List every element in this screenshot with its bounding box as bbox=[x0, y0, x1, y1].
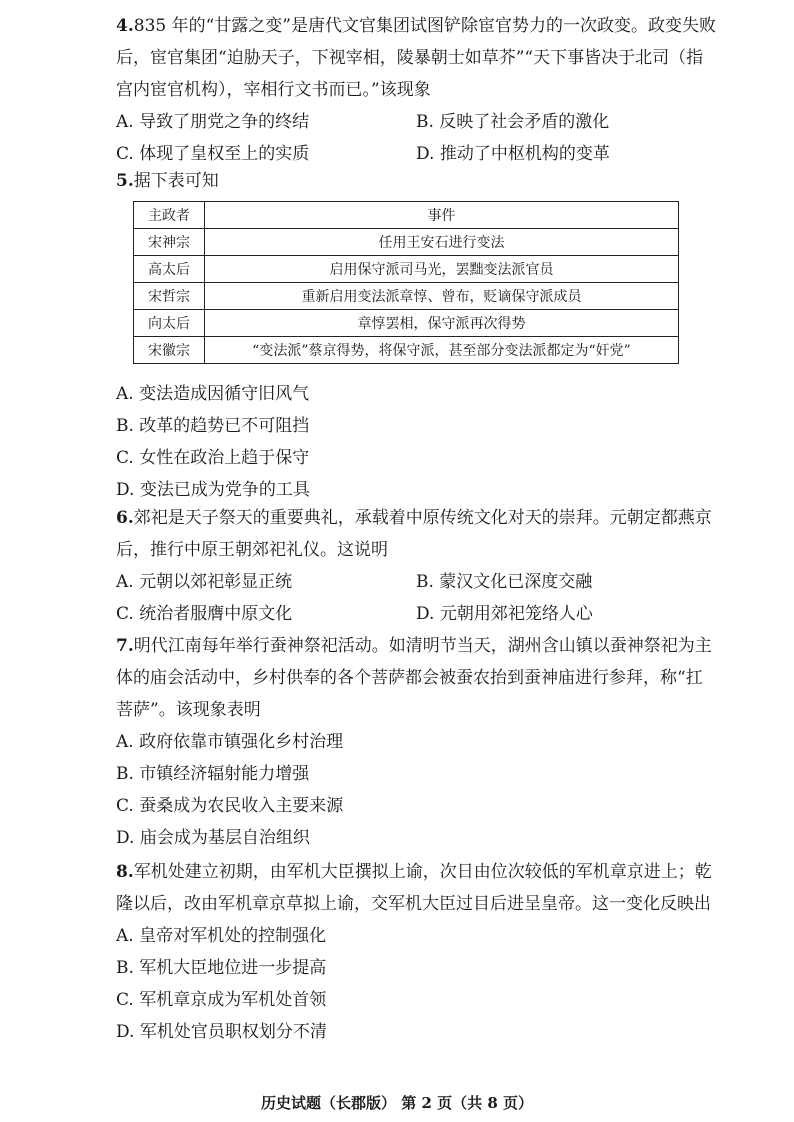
question-stem: 835 年的“甘露之变”是唐代文官集团试图铲除宦官势力的一次政变。政变失败后，宦官集团“迫胁天子，下视宰相，陵暴朝士如草芥”“天下事皆决于北司（指宫内宦官机构），宰相行文书而已。”该现象 bbox=[116, 16, 716, 100]
table-cell-ruler: 高太后 bbox=[134, 256, 205, 283]
table-header-ruler: 主政者 bbox=[134, 202, 205, 229]
option-a: A. 元朝以郊祀彰显正统 bbox=[116, 572, 293, 592]
option-b: B. 改革的趋势已不可阻挡 bbox=[116, 416, 310, 436]
table-cell-event: 重新启用变法派章惇、曾布，贬谪保守派成员 bbox=[205, 283, 679, 310]
question-number: 6. bbox=[116, 508, 134, 528]
table-cell-event: “变法派”蔡京得势，将保守派，甚至部分变法派都定为“奸党” bbox=[205, 337, 679, 364]
option-a: A. 政府依靠市镇强化乡村治理 bbox=[116, 732, 344, 752]
option-d: D. 元朝用郊祀笼络人心 bbox=[416, 604, 593, 624]
option-b: B. 军机大臣地位进一步提高 bbox=[116, 958, 327, 978]
option-b: B. 市镇经济辐射能力增强 bbox=[116, 764, 310, 784]
option-d: D. 庙会成为基层自治组织 bbox=[116, 828, 310, 848]
question-stem: 明代江南每年举行蚕神祭祀活动。如清明节当天，湖州含山镇以蚕神祭祀为主体的庙会活动中，乡村供奉的各个菩萨都会被蚕农抬到蚕神庙进行参拜，称“扛菩萨”。该现象表明 bbox=[116, 636, 712, 720]
option-a: A. 导致了朋党之争的终结 bbox=[116, 112, 310, 132]
table-cell-ruler: 宋神宗 bbox=[134, 229, 205, 256]
page-footer: 历史试题（长郡版） 第 2 页（共 8 页） bbox=[261, 1094, 533, 1112]
option-b: B. 反映了社会矛盾的激化 bbox=[416, 112, 610, 132]
table-cell-event: 启用保守派司马光，罢黜变法派官员 bbox=[205, 256, 679, 283]
table-header-row bbox=[134, 202, 679, 229]
question-number: 5. bbox=[116, 171, 134, 191]
question-8 bbox=[116, 856, 716, 1048]
table-cell-ruler: 宋哲宗 bbox=[134, 283, 205, 310]
table-row bbox=[134, 229, 679, 256]
table-header-event: 事件 bbox=[205, 202, 679, 229]
option-c: C. 体现了皇权至上的实质 bbox=[116, 144, 310, 164]
table-row bbox=[134, 283, 679, 310]
question-7 bbox=[116, 630, 716, 854]
option-d: D. 推动了中枢机构的变革 bbox=[416, 144, 610, 164]
question-6 bbox=[116, 502, 716, 630]
option-d: D. 军机处官员职权划分不清 bbox=[116, 1022, 327, 1042]
question-number: 7. bbox=[116, 636, 134, 656]
question-stem: 据下表可知 bbox=[133, 171, 219, 191]
option-d: D. 变法已成为党争的工具 bbox=[116, 480, 310, 500]
question-stem: 军机处建立初期，由军机大臣撰拟上谕，次日由位次较低的军机章京进上；乾隆以后，改由军机章京草拟上谕，交军机大臣过目后进呈皇帝。这一变化反映出 bbox=[116, 862, 712, 914]
question-stem: 郊祀是天子祭天的重要典礼，承载着中原传统文化对天的崇拜。元朝定都燕京后，推行中原王朝郊祀礼仪。这说明 bbox=[116, 508, 712, 560]
question-5-options bbox=[116, 378, 716, 506]
table-row bbox=[134, 310, 679, 337]
question-number: 8. bbox=[116, 862, 134, 882]
table-cell-ruler: 向太后 bbox=[134, 310, 205, 337]
table-row bbox=[134, 256, 679, 283]
option-a: A. 变法造成因循守旧风气 bbox=[116, 384, 310, 404]
option-c: C. 统治者服膺中原文化 bbox=[116, 604, 293, 624]
table-row bbox=[134, 337, 679, 364]
table-cell-ruler: 宋徽宗 bbox=[134, 337, 205, 364]
table-cell-event: 章惇罢相，保守派再次得势 bbox=[205, 310, 679, 337]
policy-table bbox=[133, 201, 679, 364]
option-a: A. 皇帝对军机处的控制强化 bbox=[116, 926, 327, 946]
option-c: C. 蚕桑成为农民收入主要来源 bbox=[116, 796, 344, 816]
option-c: C. 军机章京成为军机处首领 bbox=[116, 990, 327, 1010]
option-c: C. 女性在政治上趋于保守 bbox=[116, 448, 310, 468]
question-number: 4. bbox=[116, 16, 134, 36]
question-4 bbox=[116, 10, 716, 170]
question-5 bbox=[116, 165, 716, 197]
option-b: B. 蒙汉文化已深度交融 bbox=[416, 572, 593, 592]
table-cell-event: 任用王安石进行变法 bbox=[205, 229, 679, 256]
